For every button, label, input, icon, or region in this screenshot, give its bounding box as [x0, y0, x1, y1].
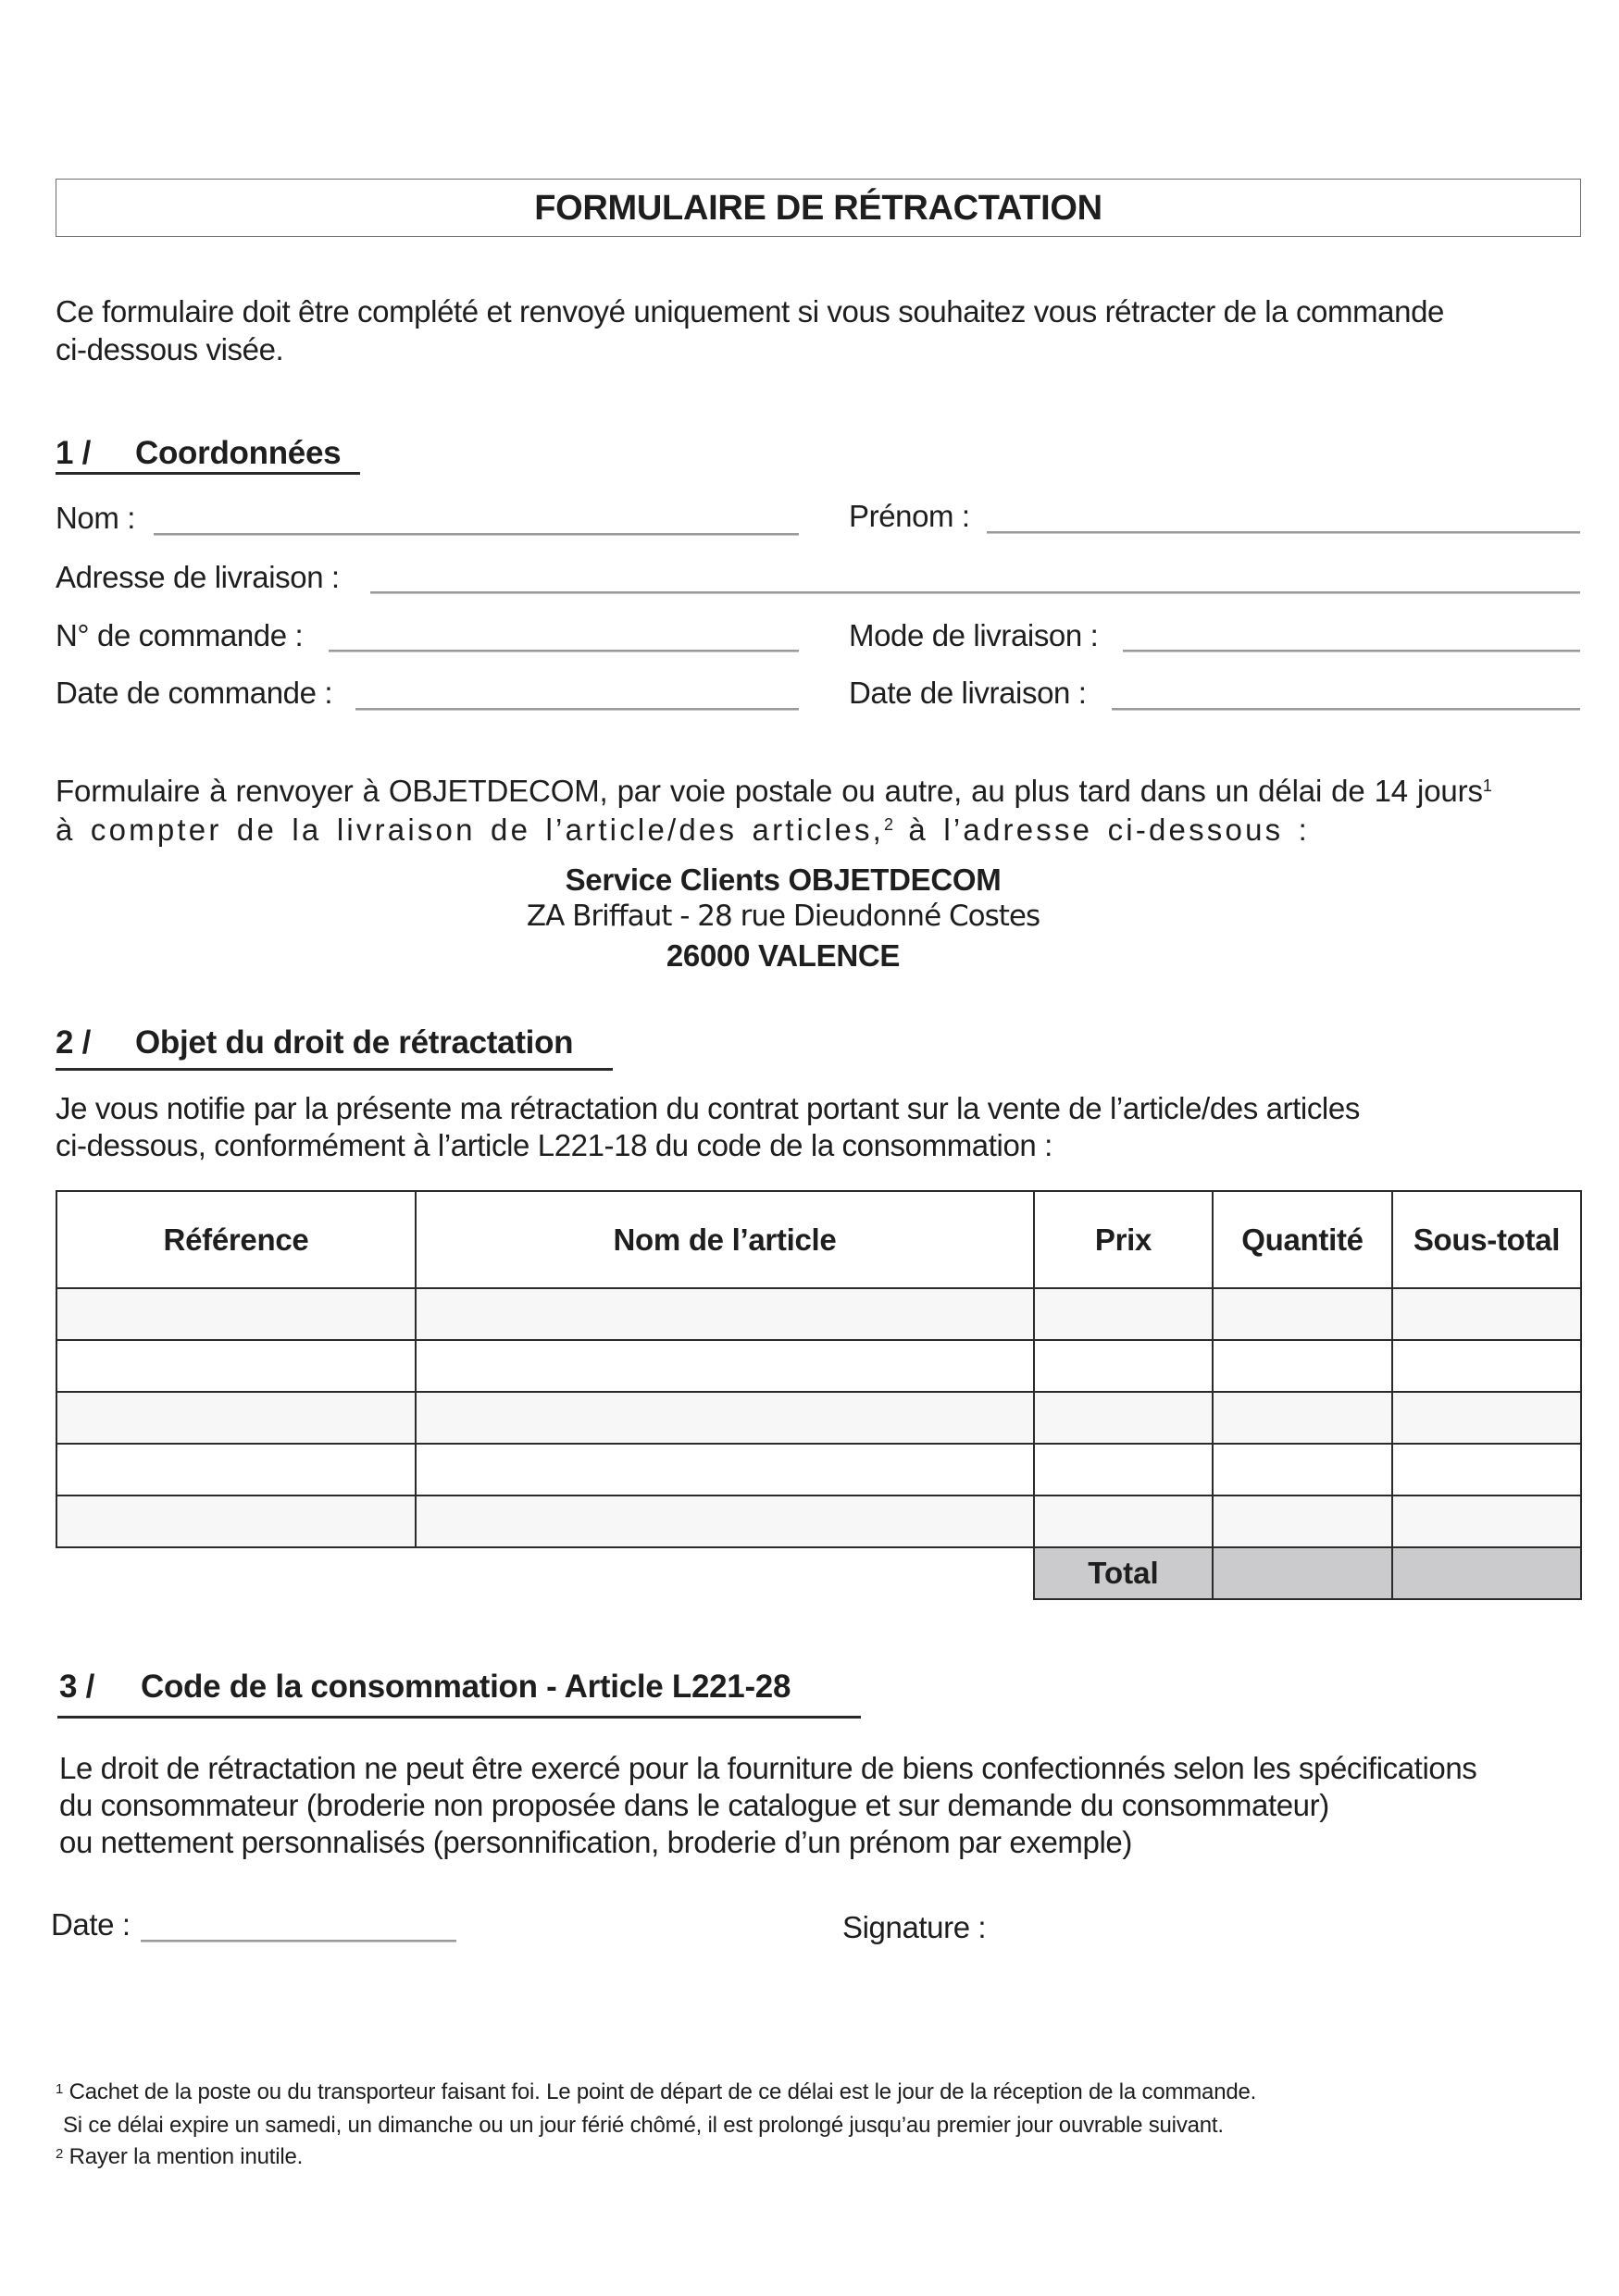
total-subtotal-cell[interactable]	[1392, 1547, 1581, 1599]
address-street: ZA Briffaut - 28 rue Dieudonné Costes	[526, 900, 1040, 933]
section-1-underline	[56, 472, 360, 475]
cell-quantity[interactable]	[1213, 1340, 1392, 1392]
section-1-number: 1 /	[56, 435, 92, 471]
cell-price[interactable]	[1034, 1340, 1213, 1392]
date-field[interactable]	[141, 1940, 456, 1942]
mode-livraison-label: Mode de livraison :	[849, 618, 1099, 652]
cell-quantity[interactable]	[1213, 1392, 1392, 1444]
column-header-reference: Référence	[56, 1191, 416, 1288]
column-header-quantity: Quantité	[1213, 1191, 1392, 1288]
mode-livraison-field[interactable]	[1123, 650, 1580, 652]
footnote-1-continued-text: Si ce délai expire un samedi, un dimanche ou un jour férié chômé, il est prolongé jusqu’au premier jour ouvrable suivant.	[63, 2113, 1224, 2138]
cell-reference[interactable]	[56, 1444, 416, 1496]
cell-quantity[interactable]	[1213, 1496, 1392, 1547]
date-livraison-field[interactable]	[1112, 708, 1580, 711]
cell-article-name[interactable]	[416, 1340, 1034, 1392]
date-commande-label: Date de commande :	[56, 676, 333, 710]
section-2-number: 2 /	[56, 1024, 92, 1061]
footnote-1-continued	[63, 2110, 1224, 2141]
footnote-2-text: Rayer la mention inutile.	[63, 2144, 304, 2169]
table-row	[56, 1288, 1581, 1340]
articles-table	[56, 1190, 1582, 1600]
cell-article-name[interactable]	[416, 1288, 1034, 1340]
table-header-row	[56, 1191, 1581, 1288]
intro-line-1: Ce formulaire doit être complété et renvoyé uniquement si vous souhaitez vous rétracter de la commande	[56, 294, 1444, 329]
num-commande-field[interactable]	[329, 650, 799, 652]
section-3-underline	[57, 1716, 861, 1719]
adresse-label: Adresse de livraison :	[56, 560, 340, 594]
section-3-number: 3 /	[59, 1669, 95, 1705]
table-row	[56, 1496, 1581, 1547]
cell-article-name[interactable]	[416, 1392, 1034, 1444]
section-2-text-line-1: Je vous notifie par la présente ma rétractation du contrat portant sur la vente de l’article/des articles	[56, 1091, 1360, 1125]
cell-price[interactable]	[1034, 1444, 1213, 1496]
title-box	[56, 179, 1581, 237]
footnote-ref-2: 2	[884, 815, 894, 834]
total-row	[56, 1547, 1581, 1599]
cell-article-name[interactable]	[416, 1496, 1034, 1547]
date-commande-field[interactable]	[355, 708, 799, 711]
date-livraison-label: Date de livraison :	[849, 676, 1087, 710]
return-notice-text-2a: à compter de la livraison de l’article/des articles,	[56, 813, 885, 847]
return-notice-text-2b: à l’adresse ci-dessous :	[893, 813, 1311, 847]
cell-price[interactable]	[1034, 1392, 1213, 1444]
section-3-heading	[59, 1669, 791, 1706]
date-label: Date :	[51, 1907, 131, 1942]
cell-reference[interactable]	[56, 1340, 416, 1392]
total-row-spacer	[56, 1547, 1034, 1599]
cell-subtotal[interactable]	[1392, 1288, 1581, 1340]
cell-price[interactable]	[1034, 1288, 1213, 1340]
cell-price[interactable]	[1034, 1496, 1213, 1547]
footnote-ref-1: 1	[1482, 776, 1492, 795]
section-3-text-line-3: ou nettement personnalisés (personnification, broderie d’un prénom par exemple)	[59, 1825, 1132, 1859]
cell-subtotal[interactable]	[1392, 1444, 1581, 1496]
section-3-text-line-2: du consommateur (broderie non proposée dans le catalogue et sur demande du consommateur)	[59, 1788, 1329, 1822]
cell-article-name[interactable]	[416, 1444, 1034, 1496]
prenom-field[interactable]	[987, 531, 1580, 534]
column-header-subtotal: Sous-total	[1392, 1191, 1581, 1288]
total-quantity-cell[interactable]	[1213, 1547, 1392, 1599]
return-notice-line-1	[56, 773, 1492, 810]
cell-reference[interactable]	[56, 1288, 416, 1340]
section-2-title: Objet du droit de rétractation	[135, 1024, 574, 1061]
address-city: 26000 VALENCE	[666, 938, 901, 973]
total-label: Total	[1034, 1547, 1213, 1599]
cell-quantity[interactable]	[1213, 1444, 1392, 1496]
column-header-price: Prix	[1034, 1191, 1213, 1288]
cell-reference[interactable]	[56, 1392, 416, 1444]
cell-subtotal[interactable]	[1392, 1340, 1581, 1392]
column-header-article-name: Nom de l’article	[416, 1191, 1034, 1288]
cell-quantity[interactable]	[1213, 1288, 1392, 1340]
return-notice-line-2	[56, 812, 1310, 849]
table-row	[56, 1392, 1581, 1444]
adresse-field[interactable]	[370, 591, 1580, 594]
footnote-1-mark: 1	[56, 2081, 64, 2097]
section-3-title: Code de la consommation - Article L221-28	[141, 1669, 791, 1705]
footnote-2	[56, 2141, 303, 2173]
section-3-text-line-1: Le droit de rétractation ne peut être exercé pour la fourniture de biens confectionnés selon les spécifications	[59, 1751, 1477, 1785]
section-1-title: Coordonnées	[135, 435, 342, 471]
signature-area[interactable]	[1009, 1897, 1564, 1990]
section-1-heading	[56, 435, 341, 472]
section-2-text-line-2: ci-dessous, conformément à l’article L221-18 du code de la consommation :	[56, 1128, 1052, 1162]
table-row	[56, 1444, 1581, 1496]
address-name: Service Clients OBJETDECOM	[565, 863, 1002, 897]
section-2-underline	[56, 1068, 613, 1071]
return-notice-text-1: Formulaire à renvoyer à OBJETDECOM, par voie postale ou autre, au plus tard dans un délai de 14 jours	[56, 774, 1483, 808]
table-row	[56, 1340, 1581, 1392]
page-title: FORMULAIRE DE RÉTRACTATION	[534, 189, 1102, 228]
section-2-heading	[56, 1024, 573, 1061]
footnote-1	[56, 2077, 1256, 2108]
signature-label: Signature :	[842, 1910, 987, 1944]
nom-label: Nom :	[56, 501, 136, 535]
nom-field[interactable]	[154, 533, 799, 536]
footnote-1-text: Cachet de la poste ou du transporteur faisant foi. Le point de départ de ce délai est le jour de la réception de la commande.	[63, 2079, 1257, 2104]
prenom-label: Prénom :	[849, 499, 970, 533]
num-commande-label: N° de commande :	[56, 618, 304, 652]
footnote-2-mark: 2	[56, 2146, 64, 2162]
cell-reference[interactable]	[56, 1496, 416, 1547]
intro-line-2: ci-dessous visée.	[56, 332, 284, 366]
cell-subtotal[interactable]	[1392, 1392, 1581, 1444]
cell-subtotal[interactable]	[1392, 1496, 1581, 1547]
